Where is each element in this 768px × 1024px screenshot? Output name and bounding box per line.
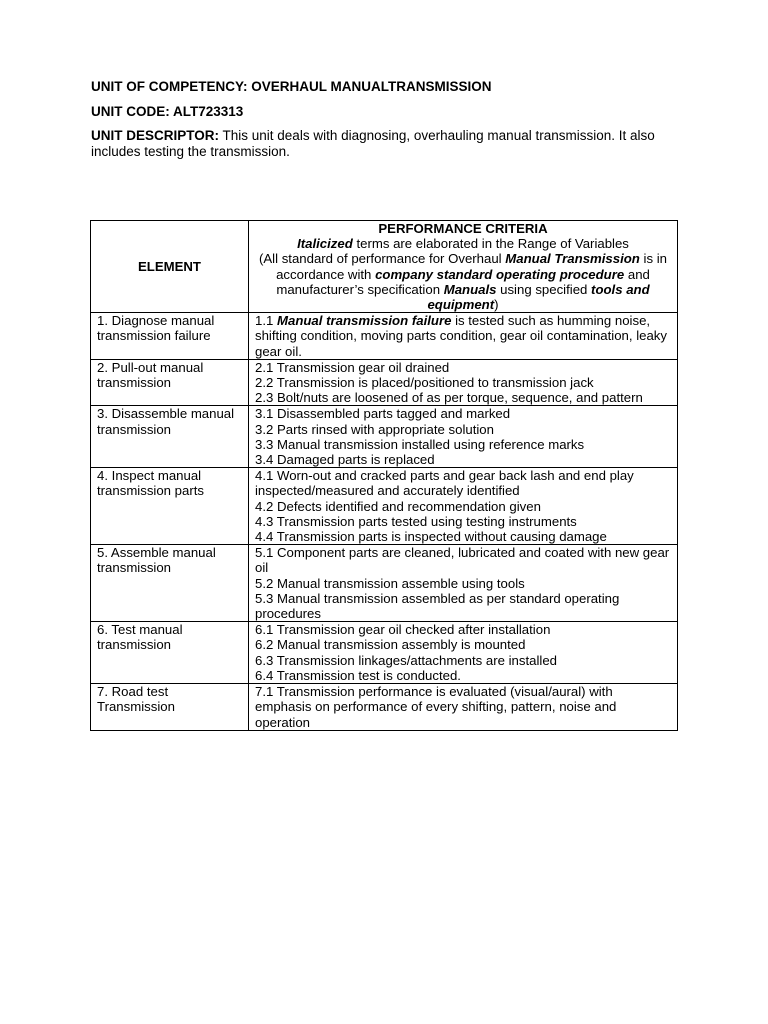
- note-text: is in accordance with: [276, 251, 667, 282]
- unit-code: UNIT CODE: ALT723313: [91, 104, 244, 119]
- criteria-item: 3.3 Manual transmission installed using reference marks: [255, 436, 585, 452]
- table-row: [91, 468, 678, 545]
- element-cell: 7. Road test Transmission: [91, 684, 249, 731]
- table-row: [91, 622, 678, 684]
- table-row: [91, 684, 678, 731]
- performance-criteria-title: PERFORMANCE CRITERIA: [378, 221, 548, 236]
- criteria-item: 5.3 Manual transmission assembled as per standard operating procedures: [255, 590, 620, 622]
- criteria-cell: [249, 313, 678, 360]
- criteria-item: 5.1 Component parts are cleaned, lubricated and coated with new gear oil: [255, 545, 670, 576]
- element-cell: 5. Assemble manual transmission: [91, 545, 249, 622]
- criteria-cell: [249, 545, 678, 622]
- criteria-item: 4.1 Worn-out and cracked parts and gear back lash and end play inspected/measured and accurately identified: [255, 468, 634, 499]
- note-text: (All standard of performance for Overhaul: [258, 251, 506, 267]
- competency-table: [90, 220, 678, 731]
- criteria-item: 2.2 Transmission is placed/positioned to transmission jack: [255, 375, 594, 391]
- criteria-item: 4.3 Transmission parts tested using testing instruments: [255, 513, 577, 529]
- criteria-cell: [249, 684, 678, 731]
- criteria-cell: [249, 622, 678, 684]
- range-note: [255, 236, 671, 251]
- criteria-item: 2.1 Transmission gear oil drained: [255, 359, 450, 375]
- criteria-text: is tested such as humming noise, shifting condition, moving parts condition, gear oil contamination, leaky gear oil.: [255, 313, 667, 359]
- note-text: terms are elaborated in the Range of Variables: [352, 236, 629, 252]
- element-cell: 4. Inspect manual transmission parts: [91, 468, 249, 545]
- note-em: tools and equipment: [427, 281, 650, 313]
- unit-descriptor: [91, 128, 691, 160]
- table-row: [91, 359, 678, 406]
- element-column-header: ELEMENT: [91, 221, 249, 313]
- element-cell: 2. Pull-out manual transmission: [91, 359, 249, 406]
- criteria-item: 7.1 Transmission performance is evaluated (visual/aural) with emphasis on performance of every shifting, pattern, noise and operation: [255, 684, 617, 730]
- element-cell: 3. Disassemble manual transmission: [91, 406, 249, 468]
- criteria-item: 4.2 Defects identified and recommendation given: [255, 498, 541, 514]
- note-em: company standard operating procedure: [375, 266, 625, 282]
- criteria-cell: [249, 468, 678, 545]
- standard-note: [255, 251, 671, 312]
- note-text: and manufacturer’s specification: [276, 266, 650, 297]
- note-em: Manuals: [443, 281, 497, 297]
- note-em: Manual Transmission: [505, 251, 640, 267]
- element-cell: 1. Diagnose manual transmission failure: [91, 313, 249, 360]
- criteria-item: 6.3 Transmission linkages/attachments are installed: [255, 652, 557, 668]
- note-text: using specified: [496, 281, 592, 297]
- table-header-row: [91, 221, 678, 313]
- criteria-item: 3.2 Parts rinsed with appropriate solution: [255, 421, 494, 437]
- unit-descriptor-text: This unit deals with diagnosing, overhauling manual transmission. It also includes testing the transmission.: [91, 128, 655, 159]
- criteria-item: 4.4 Transmission parts is inspected without causing damage: [255, 529, 607, 545]
- criteria-item: 6.2 Manual transmission assembly is mounted: [255, 637, 526, 653]
- criteria-item: 6.4 Transmission test is conducted.: [255, 667, 461, 683]
- note-em-italicized: Italicized: [297, 236, 353, 252]
- table-row: [91, 406, 678, 468]
- note-text: ): [494, 297, 499, 313]
- criteria-item: 3.4 Damaged parts is replaced: [255, 452, 435, 468]
- criteria-item: 2.3 Bolt/nuts are loosened of as per torque, sequence, and pattern: [255, 390, 643, 406]
- criteria-em: Manual transmission failure: [277, 313, 452, 329]
- performance-criteria-column-header: [249, 221, 678, 313]
- unit-descriptor-label: UNIT DESCRIPTOR:: [91, 128, 220, 143]
- unit-of-competency: UNIT OF COMPETENCY: OVERHAUL MANUALTRANSMISSION: [91, 79, 492, 94]
- table-row: [91, 313, 678, 360]
- criteria-item: 3.1 Disassembled parts tagged and marked: [255, 406, 511, 422]
- criteria-cell: [249, 406, 678, 468]
- criteria-item: 5.2 Manual transmission assemble using tools: [255, 575, 525, 591]
- criteria-cell: [249, 359, 678, 406]
- table-row: [91, 545, 678, 622]
- criteria-number: 1.1: [255, 313, 277, 329]
- element-cell: 6. Test manual transmission: [91, 622, 249, 684]
- criteria-item: 6.1 Transmission gear oil checked after installation: [255, 622, 551, 638]
